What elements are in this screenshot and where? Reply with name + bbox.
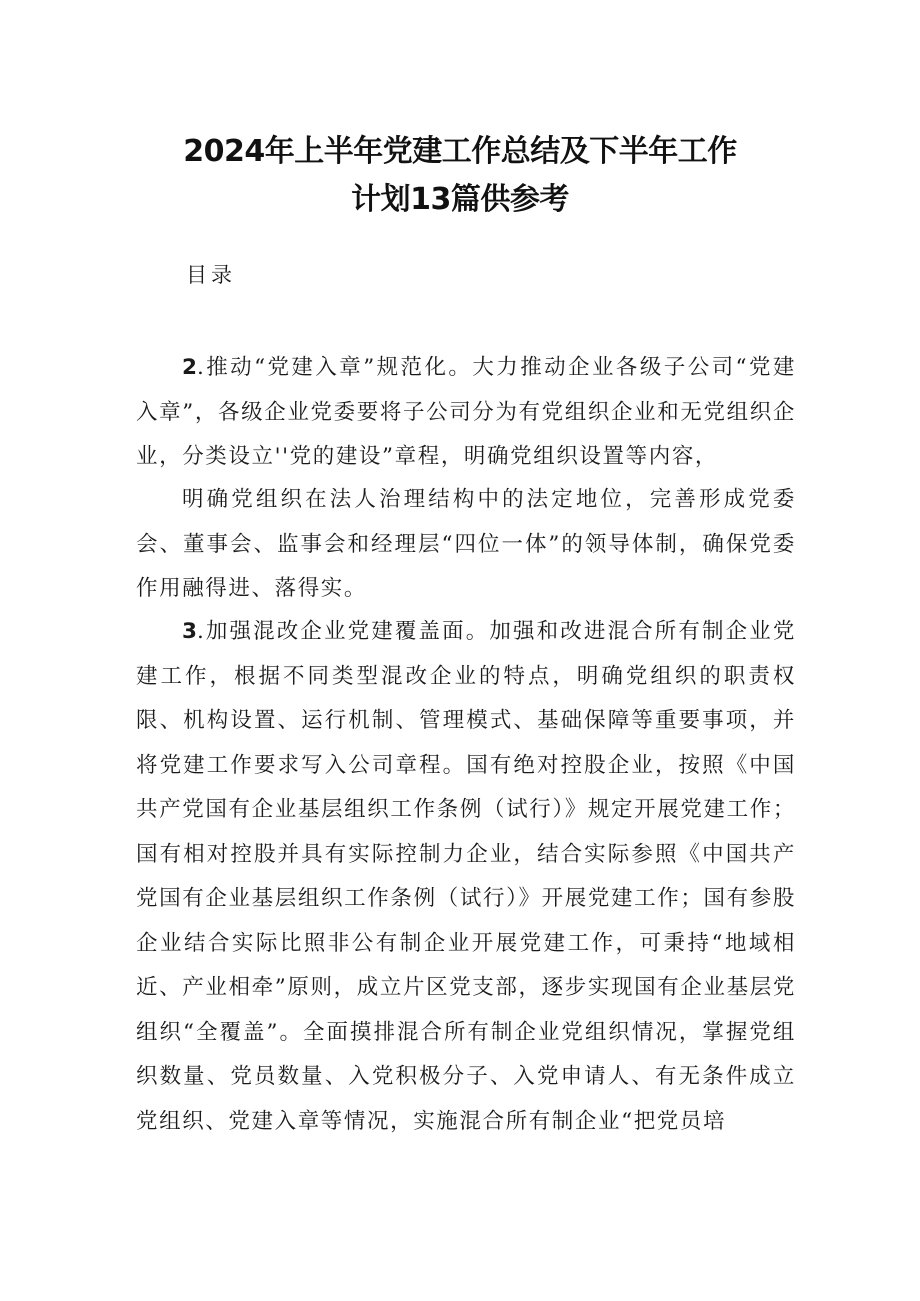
document-title-line-1: 2024年上半年党建工作总结及下半年工作 [183,134,737,169]
paragraph-text: 明确党组织在法人治理结构中的法定地位，完善形成党委会、董事会、监事会和经理层“四位一体”的领导体制，确保党委作用融得进、落得实。 [136,487,796,601]
body-paragraph-item-2 [136,346,796,480]
body-paragraph-item-3 [136,610,796,1144]
document-title-line-2: 计划13篇供参考 [351,182,569,217]
paragraph-number: 2 [182,355,197,380]
body-paragraph-continuation [136,478,796,612]
paragraph-text: .推动“党建入章”规范化。大力推动企业各级子公司“党建入章”，各级企业党委要将子公司分为有党组织企业和无党组织企业，分类设立''党的建设”章程，明确党组织设置等内容， [136,355,796,469]
paragraph-text: .加强混改企业党建覆盖面。加强和改进混合所有制企业党建工作，根据不同类型混改企业的特点，明确党组织的职责权限、机构设置、运行机制、管理模式、基础保障等重要事项，并将党建工作要求写入公司章程。国有绝对控股企业，按照《中国共产党国有企业基层组织工作条例（试行）》规定开展党建工作；国有相对控股并具有实际控制力企业，结合实际参照《中国共产党国有企业基层组织工作条例（试行）》开展党建工作；国有参股企业结合实际比照非公有制企业开展党建工作，可秉持“地域相近、产业相牵”原则，成立片区党支部，逐步实现国有企业基层党组织“全覆盖”。全面摸排混合所有制企业党组织情况，掌握党组织数量、党员数量、入党积极分子、入党申请人、有无条件成立党组织、党建入章等情况，实施混合所有制企业“把党员培 [136,619,796,1134]
table-of-contents-label: 目录 [186,263,236,287]
paragraph-number: 3 [182,619,197,644]
document-title [100,128,820,224]
